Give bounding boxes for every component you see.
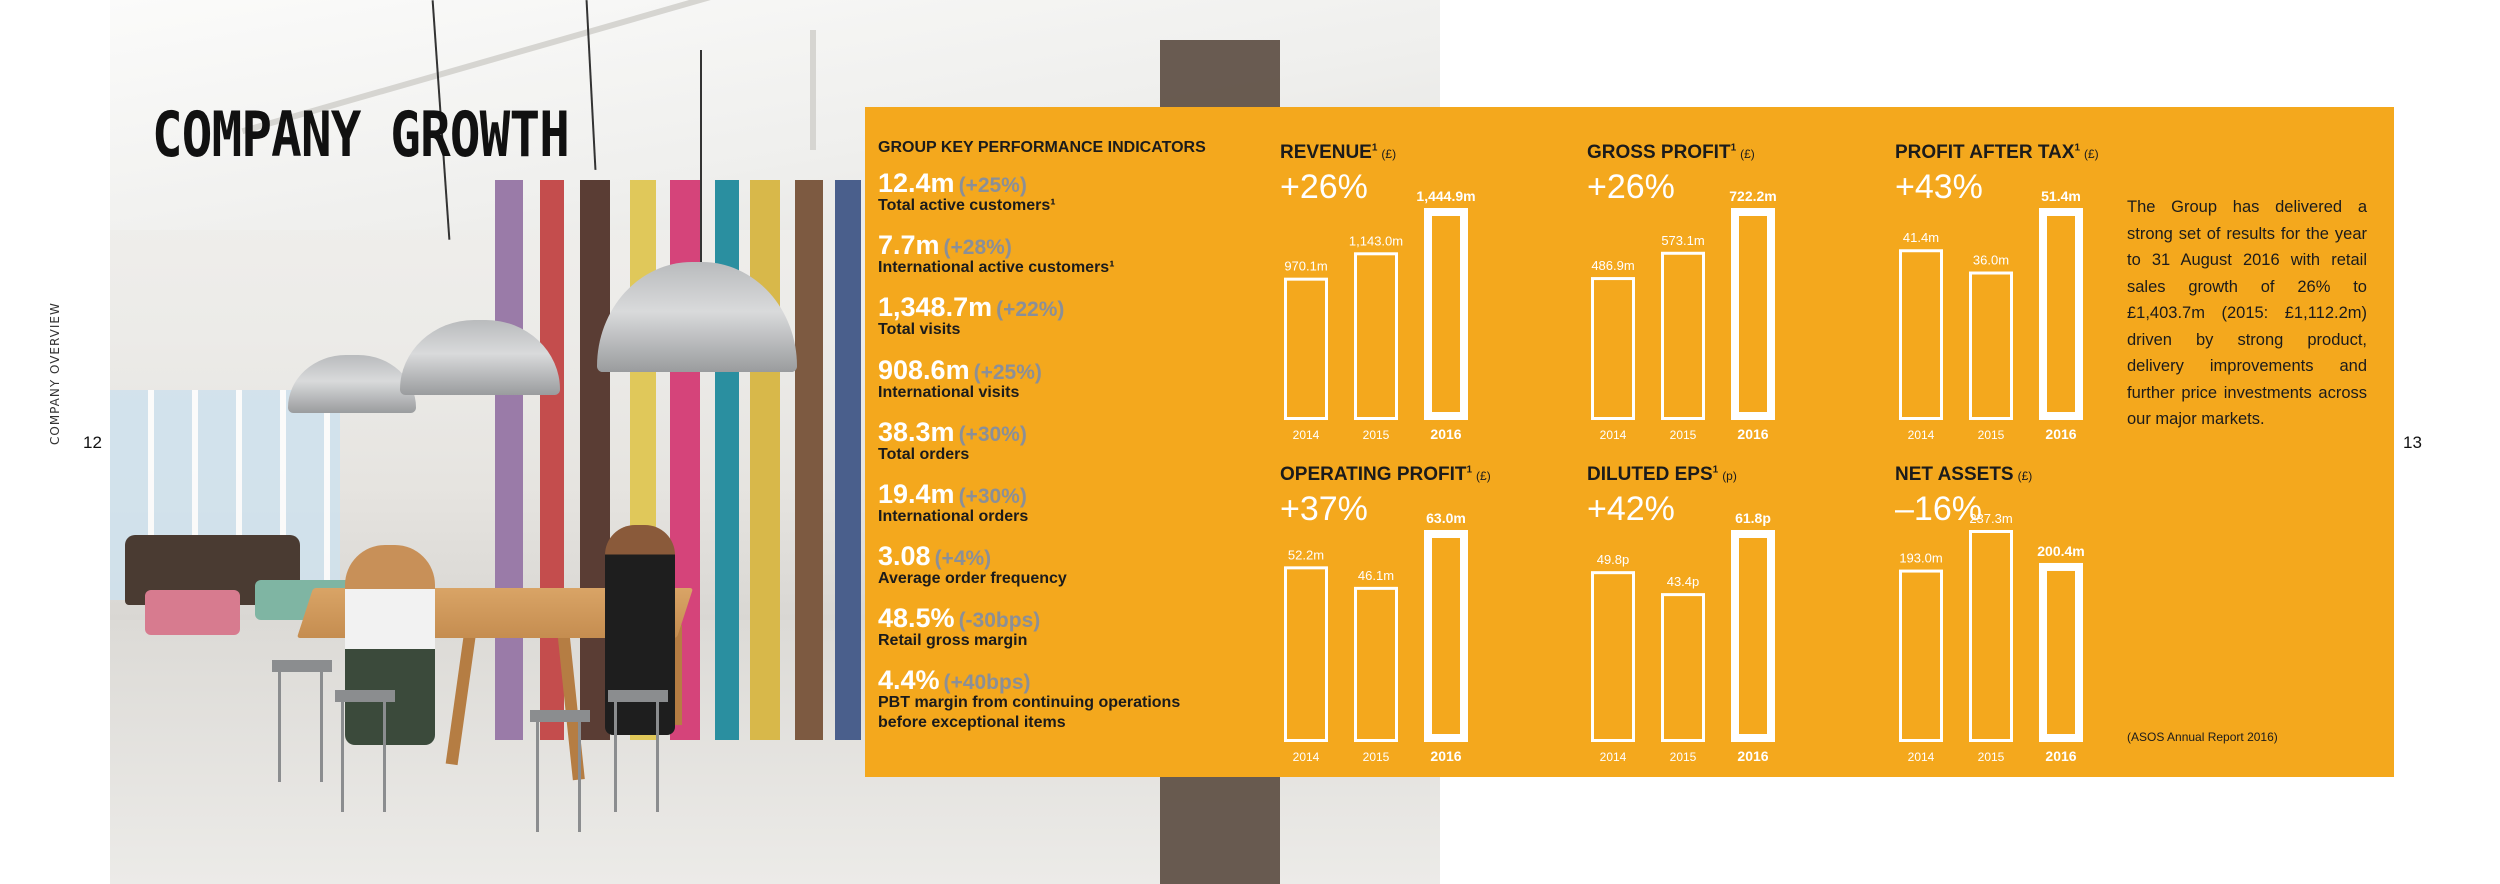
chart-revenue <box>1280 142 1580 462</box>
bar-2015 <box>1356 588 1397 740</box>
chart-title-superscript: 1 <box>1712 464 1719 476</box>
photo-stool <box>335 690 395 812</box>
kpi-change: (+25%) <box>973 361 1042 384</box>
chart-growth: +42% <box>1587 490 1675 528</box>
bar-2016 <box>1735 212 1771 416</box>
bar-2016 <box>2043 567 2079 738</box>
photo-lamp-cord <box>700 50 702 280</box>
kpi-change: (+22%) <box>996 298 1065 321</box>
chart-unit: (£) <box>1381 147 1397 161</box>
kpi-change: (-30bps) <box>958 609 1041 632</box>
category-label: 2015 <box>1977 428 2005 442</box>
category-label: 2014 <box>1599 750 1627 764</box>
bar-2014 <box>1593 279 1634 419</box>
kpi-change: (+4%) <box>934 547 992 570</box>
category-label: 2016 <box>2045 426 2077 442</box>
bar-2014 <box>1286 568 1327 741</box>
chart-title-superscript: 1 <box>1371 142 1378 154</box>
kpi-heading: GROUP KEY PERFORMANCE INDICATORS <box>878 139 1206 156</box>
bar-2016 <box>2043 212 2079 416</box>
bar-value-label: 486.9m <box>1591 258 1635 274</box>
category-label: 2016 <box>1430 426 1462 442</box>
chart-title-superscript: 1 <box>1466 464 1473 476</box>
bar-value-label: 1,444.9m <box>1416 188 1476 204</box>
category-label: 2016 <box>1737 426 1769 442</box>
bar-value-label: 237.3m <box>1969 511 2013 526</box>
kpi-value: 3.08 <box>878 541 931 571</box>
kpi-value: 4.4% <box>878 665 940 695</box>
kpi-item <box>878 168 1056 216</box>
category-label: 2016 <box>1737 748 1769 764</box>
kpi-item <box>878 603 1040 651</box>
kpi-item <box>878 417 1027 465</box>
category-label: 2014 <box>1907 750 1935 764</box>
bar-2015 <box>1971 273 2012 418</box>
bar-2016 <box>1428 212 1464 416</box>
bar-2014 <box>1593 573 1634 741</box>
category-label: 2015 <box>1362 428 1390 442</box>
kpi-change: (+30%) <box>958 423 1027 446</box>
chart-growth: +26% <box>1587 168 1675 206</box>
kpi-value: 12.4m <box>878 168 955 198</box>
bar-2014 <box>1286 279 1327 418</box>
photo-slat <box>795 180 823 740</box>
kpi-label: Total orders <box>878 446 970 463</box>
chart-growth: +37% <box>1280 490 1368 528</box>
category-label: 2016 <box>2045 748 2077 764</box>
bar-value-label: 573.1m <box>1661 232 1705 248</box>
bar-value-label: 1,143.0m <box>1348 233 1404 249</box>
kpi-change: (+25%) <box>958 174 1027 197</box>
photo-slat <box>750 180 780 740</box>
kpi-label: International orders <box>878 508 1029 525</box>
chart-title-text: NET ASSETS <box>1895 464 2014 485</box>
bar-2016 <box>1428 534 1464 738</box>
bar-chart-svg <box>1280 142 1580 462</box>
bar-2014 <box>1901 571 1942 740</box>
category-label: 2015 <box>1977 750 2005 764</box>
kpi-item <box>878 541 1067 589</box>
bar-value-label: 200.4m <box>2037 542 2085 559</box>
photo-pipe <box>810 30 816 150</box>
category-label: 2016 <box>1430 748 1462 764</box>
bar-value-label: 193.0m <box>1899 550 1943 566</box>
kpi-value: 908.6m <box>878 355 970 385</box>
summary-text: The Group has delivered a strong set of results for the year to 31 August 2016 with retail sales growth of 26% to £1,403.7m (2015: £1,112.2m) driven by strong product, delivery improvements and further price investments across our major markets. <box>2127 198 2367 428</box>
chart-title-superscript: 1 <box>2074 142 2080 154</box>
bar-2015 <box>1663 595 1704 741</box>
kpi-value: 48.5% <box>878 603 955 633</box>
chart-title-text: REVENUE <box>1280 142 1372 163</box>
photo-stool <box>530 710 590 832</box>
bar-value-label: 46.1m <box>1357 567 1395 583</box>
kpi-label: Total visits <box>878 321 961 338</box>
bar-value-label: 61.8p <box>1735 510 1771 526</box>
kpi-value: 1,348.7m <box>878 292 993 322</box>
kpi-label: International visits <box>878 384 1020 401</box>
chart-growth: +26% <box>1280 168 1368 206</box>
bar-value-label: 49.8p <box>1596 552 1630 568</box>
photo-slat <box>835 180 861 740</box>
kpi-panel <box>865 107 2394 777</box>
chart-title-text: DILUTED EPS <box>1587 464 1713 485</box>
page-title: COMPANY GROWTH <box>152 98 570 171</box>
photo-pouf <box>145 590 240 635</box>
category-label: 2014 <box>1292 428 1320 442</box>
kpi-change: (+40bps) <box>943 671 1031 694</box>
kpi-label: PBT margin from continuing operations before exceptional items <box>878 694 1181 731</box>
kpi-label: Retail gross margin <box>878 632 1028 649</box>
category-label: 2015 <box>1669 750 1697 764</box>
kpi-value: 19.4m <box>878 479 955 509</box>
category-label: 2014 <box>1292 750 1320 764</box>
bar-2015 <box>1356 254 1397 419</box>
kpi-item <box>878 355 1042 403</box>
bar-chart-svg <box>1587 142 1887 462</box>
chart-growth: +43% <box>1895 168 1983 206</box>
bar-2015 <box>1971 532 2012 741</box>
chart-title-text: PROFIT AFTER TAX <box>1895 142 2075 163</box>
kpi-label: Average order frequency <box>878 570 1067 587</box>
chart-growth: –16% <box>1895 490 1982 528</box>
chart-title-superscript: 1 <box>1730 142 1737 154</box>
kpi-item <box>878 230 1115 278</box>
chart-title-text: GROSS PROFIT <box>1587 142 1731 163</box>
bar-2015 <box>1663 253 1704 418</box>
page-number-left: 12 <box>83 433 102 452</box>
bar-value-label: 970.1m <box>1284 258 1328 274</box>
chart-operating-profit <box>1280 464 1580 784</box>
bar-2016 <box>1735 534 1771 738</box>
category-label: 2014 <box>1599 428 1627 442</box>
kpi-value: 38.3m <box>878 417 955 447</box>
kpi-item <box>878 292 1064 340</box>
bar-chart-svg <box>1280 464 1580 784</box>
bar-chart-svg <box>1587 464 1887 784</box>
chart-unit: (£) <box>1476 469 1491 483</box>
section-label: COMPANY OVERVIEW <box>48 302 62 445</box>
photo-slat <box>495 180 523 740</box>
bar-value-label: 63.0m <box>1426 510 1466 526</box>
kpi-change: (+30%) <box>958 485 1027 508</box>
chart-unit: (£) <box>2084 147 2099 161</box>
bar-value-label: 722.2m <box>1729 188 1777 204</box>
bar-value-label: 52.2m <box>1287 547 1325 563</box>
chart-gross-profit <box>1587 142 1887 462</box>
kpi-item <box>878 479 1028 527</box>
chart-unit: (p) <box>1722 469 1737 483</box>
chart-diluted-eps <box>1587 464 1887 784</box>
chart-unit: (£) <box>2017 469 2033 483</box>
category-label: 2015 <box>1362 750 1390 764</box>
photo-pendant-lamp <box>288 355 416 413</box>
kpi-item <box>878 665 1198 733</box>
bar-value-label: 41.4m <box>1902 230 1940 246</box>
category-label: 2014 <box>1907 428 1935 442</box>
kpi-label: International active customers¹ <box>878 259 1115 276</box>
bar-2014 <box>1901 251 1942 419</box>
kpi-change: (+28%) <box>943 236 1012 259</box>
page-number-right: 13 <box>2403 433 2422 452</box>
kpi-value: 7.7m <box>878 230 940 260</box>
chart-unit: (£) <box>1740 147 1755 161</box>
bar-value-label: 51.4m <box>2041 188 2081 204</box>
chart-title-text: OPERATING PROFIT <box>1280 464 1467 485</box>
photo-stool <box>608 690 668 812</box>
photo-pendant-lamp <box>400 320 560 395</box>
photo-stool <box>272 660 332 782</box>
kpi-label: Total active customers¹ <box>878 197 1056 214</box>
bar-value-label: 43.4p <box>1666 574 1700 590</box>
bar-value-label: 36.0m <box>1972 252 2010 268</box>
category-label: 2015 <box>1669 428 1697 442</box>
source-note: (ASOS Annual Report 2016) <box>2127 730 2278 744</box>
